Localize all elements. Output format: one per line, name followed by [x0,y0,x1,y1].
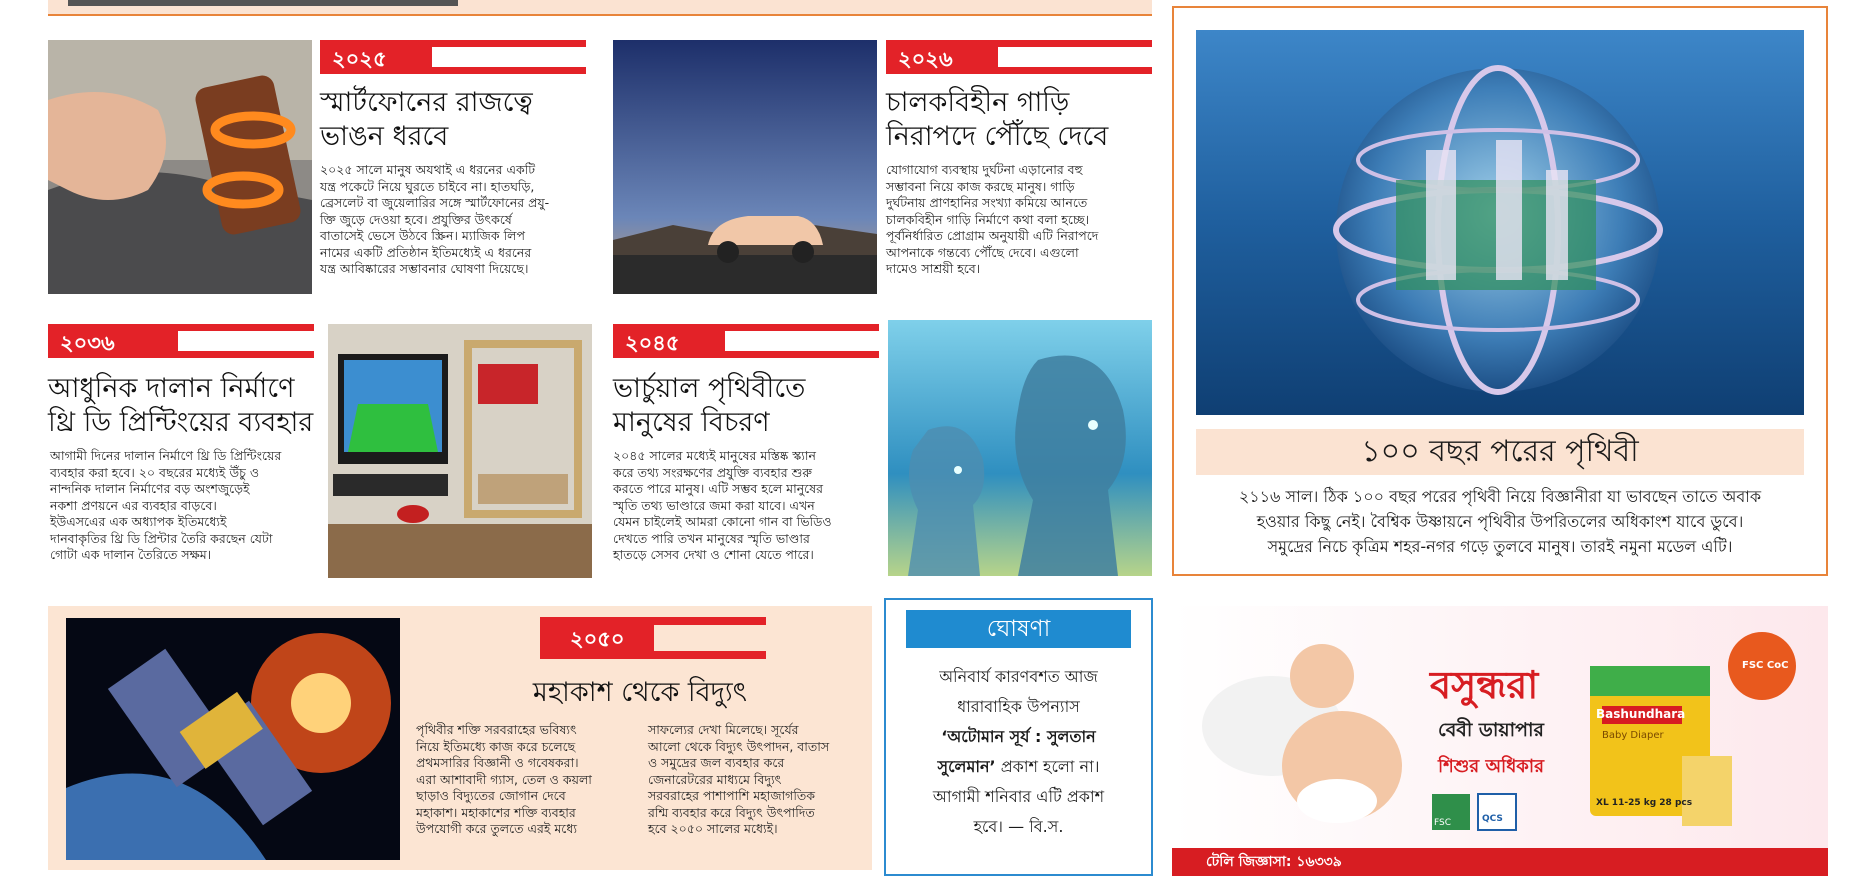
photo-digital-heads [888,320,1152,576]
body-line: সরবরাহের পাশাপাশি মহাজাগতিক [648,788,816,803]
body-line: যন্ত্র পকেটে নিয়ে ঘুরতে চাইবে না। হাতঘড়ি, [320,178,535,194]
announcement-line: ‘অটোমান সূর্য : সুলতান [941,727,1096,746]
announcement-line: অনিবার্য কারণবশত আজ [939,667,1098,686]
pack-size: XL 11-25 kg 28 pcs [1596,798,1693,808]
body-line: স্মৃতি তথ্য ভাণ্ডারে জমা করা যাবে। এখন [613,497,815,513]
photo-self-driving-car [613,40,877,294]
space-body-col1 [416,722,646,838]
headline-virtual-world [613,372,883,440]
body-line: আলো থেকে বিদ্যুৎ উৎপাদন, বাতাস [648,738,830,754]
year-banner-2026 [886,40,1152,74]
body-line: মহাকাশ। মহাকাশের শক্তি ব্যবহার [416,804,576,820]
fsc-seal: FSC CoC [1742,660,1789,671]
headline-space-power: মহাকাশ থেকে বিদ্যুৎ [532,677,748,708]
headline-line: আধুনিক দালান নির্মাণে [48,373,295,404]
top-strip [48,0,1152,16]
body-line: নামের একটি প্রতিষ্ঠান ইতিমধ্যেই এ ধরনের [320,244,532,260]
headline-smartphone [320,86,590,154]
year-label: ২০২৬ [898,47,953,71]
photo-underwater-city-sphere [1196,30,1804,415]
headline-line: থ্রি ডি প্রিন্টিংয়ের ব্যবহার [48,407,314,438]
body-line: আপনাকে গন্তব্যে পৌঁছে দেবে। এগুলো [886,244,1079,260]
body-line: পৃথিবীর শক্তি সরবরাহের ভবিষ্যৎ [416,722,577,737]
body-line: রশ্মি ব্যবহার করে বিদ্যুৎ উৎপাদিত [648,804,815,820]
year-label: ২০২৫ [332,47,387,71]
pack-brand: Bashundhara [1596,707,1686,721]
body-line: দানবাকৃতির থ্রি ডি প্রিন্টার তৈরি করছেন যেটা [50,530,273,546]
body-line: গোটা এক দালান তৈরিতে সক্ষম। [50,547,212,562]
ad-brand: বসুন্ধরা [1430,662,1539,707]
body-line: দেখতে পারি তখন মানুষের স্মৃতি ভাণ্ডার [613,530,810,546]
announcement-title: ঘোষণা [906,610,1131,648]
body-line: সাফল্যের দেখা মিলেছে। সূর্যের [648,722,799,737]
year-banner-2036 [48,324,314,358]
feature-title: ১০০ বছর পরের পৃথিবী [1196,429,1804,475]
novel-title-part: সুলেমান’ [937,757,996,776]
body-line: যোগাযোগ ব্যবস্থায় দুর্ঘটনা এড়ানোর বহু [886,162,1083,177]
body-line: উপযোগী করে তুলতে এরই মধ্যে [416,821,577,836]
qcs-logo: QCS [1482,814,1503,824]
photo-space-satellite [66,618,400,860]
body-line: ২০২৫ সালে মানুষ অযথাই এ ধরনের একটি [320,162,536,177]
diaper-advertisement[interactable] [1172,606,1828,876]
body-line: হবে ২০৫০ সালের মধ্যেই। [648,821,778,836]
body-line: নান্দনিক দালান নির্মাণের বড় অংশজুড়েই [50,481,250,496]
body-line: করে তথ্য সংরক্ষণের প্রযুক্তি ব্যবহার শুরু [613,464,812,480]
year-banner-2045 [613,324,879,358]
body-line: হাতড়ে সেসব দেখা ও শোনা যেতে পারে। [613,547,814,562]
body-line: বাতাসেই ভেসে উঠবে স্ক্রিন। ম্যাজিক লিপ [320,228,525,243]
ad-hotline: টেলি জিজ্ঞাসা: ১৬৩৩৯ [1172,848,1828,876]
body-line: ছাড়াও বিদ্যুতের জোগান দেবে [416,788,566,803]
body-line: ব্রেসলেট বা জুয়েলারির সঙ্গে স্মার্টফোনের প্রযু- [320,195,550,210]
announcement-text [896,662,1141,842]
feature-caption [1190,484,1810,559]
year-banner-2025 [320,40,586,74]
body-line: যেমন চাইলেই আমরা কোনো গান বা ভিডিও [613,514,832,529]
photo-wrist-device [48,40,312,294]
body-line: যন্ত্র আবিষ্কারের সম্ভাবনার ঘোষণা দিয়েছে। [320,261,529,276]
year-label: ২০৩৬ [60,331,115,355]
caption-line: ২১১৬ সাল। ঠিক ১০০ বছর পরের পৃথিবী নিয়ে বিজ্ঞানীরা যা ভাবছেন তাতে অবাক [1238,487,1762,506]
article-body-2026 [886,162,1156,278]
space-body-col2 [648,722,870,838]
year-label: ২০৪৫ [625,331,680,355]
body-line: জেনারেটরের মাধ্যমে বিদ্যুৎ [648,771,782,787]
body-line: পূর্বনির্ধারিত প্রোগ্রাম অনুযায়ী এটি নিরাপদে [886,228,1099,243]
announcement-line: আগামী শনিবার এটি প্রকাশ [932,787,1105,806]
body-line: ইউএসএের এক অধ্যাপক ইতিমধ্যেই [50,514,227,529]
body-line: ব্যবহার করা হবে। ২০ বছরের মধ্যেই উঁচু ও [50,464,260,480]
year-banner-2050 [540,617,766,659]
headline-line: নিরাপদে পৌঁছে দেবে [886,121,1109,152]
body-line: করতে পারে মানুষ। এটি সম্ভব হলে মানুষের [613,481,823,496]
headline-line: চালকবিহীন গাড়ি [886,87,1070,118]
announcement-line: ধারাবাহিক উপন্যাস [957,697,1080,716]
body-line: ২০৪৫ সালের মধ্যেই মানুষের মস্তিষ্ক স্ক্যান [613,448,816,463]
announcement-line: হবে। — বি.স. [973,817,1064,836]
body-line: নিয়ে ইতিমধ্যে কাজ করে চলেছে [416,738,576,754]
article-body-2036 [50,448,320,564]
article-body-2025 [320,162,590,278]
year-label: ২০৫০ [570,627,625,651]
announcement-text-part: প্রকাশ হলো না। [995,757,1100,776]
body-line: নকশা প্রণয়নে এর ব্যবহার বাড়বে। [50,497,217,513]
top-thumbnails [68,0,458,6]
article-body-2045 [613,448,883,564]
headline-line: ভাঙন ধরবে [320,121,449,152]
pack-sub: Baby Diaper [1602,730,1664,741]
body-line: চালকবিহীন গাড়ি নির্মাণে কথা বলা হচ্ছে। [886,211,1090,227]
body-line: আগামী দিনের দালান নির্মাণে থ্রি ডি প্রিন্টিংয়ের [50,448,282,463]
body-line: দুর্ঘটনায় প্রাণহানির সংখ্যা কমিয়ে আনতে [886,195,1088,210]
headline-3d-printing [48,372,328,440]
ad-slogan: শিশুর অধিকার [1438,756,1545,777]
fsc-logo: FSC [1434,818,1452,828]
headline-line: মানুষের বিচরণ [613,407,770,438]
body-line: দামেও সাশ্রয়ী হবে। [886,261,981,276]
headline-driverless-car [886,86,1156,154]
announcement-line [896,752,1141,782]
announcement-box [884,598,1153,876]
headline-line: ভার্চুয়াল পৃথিবীতে [613,373,806,404]
body-line: ক্তি জুড়ে দেওয়া হবে। প্রযুক্তির উৎকর্ষে [320,211,512,227]
body-line: এরা আশাবাদী গ্যাস, তেল ও কয়লা [416,771,592,787]
ad-product: বেবী ডায়াপার [1438,719,1544,741]
body-line: সম্ভাবনা নিয়ে কাজ করছে মানুষ। গাড়ি [886,178,1075,194]
body-line: প্রথমসারির বিজ্ঞানী ও গবেষকরা। [416,755,579,770]
headline-line: স্মার্টফোনের রাজত্বে [320,87,533,118]
caption-line: সমুদ্রের নিচে কৃত্রিম শহর-নগর গড়ে তুলবে মানুষ। তারই নমুনা মডেল এটি। [1267,537,1733,556]
body-line: ও সমুদ্রের জল ব্যবহার করে [648,755,785,770]
caption-line: হওয়ার কিছু নেই। বৈশ্বিক উষ্ণায়নে পৃথিবীর উপরিতলের অধিকাংশ যাবে ডুবে। [1256,512,1744,531]
photo-3d-printer [328,324,592,578]
